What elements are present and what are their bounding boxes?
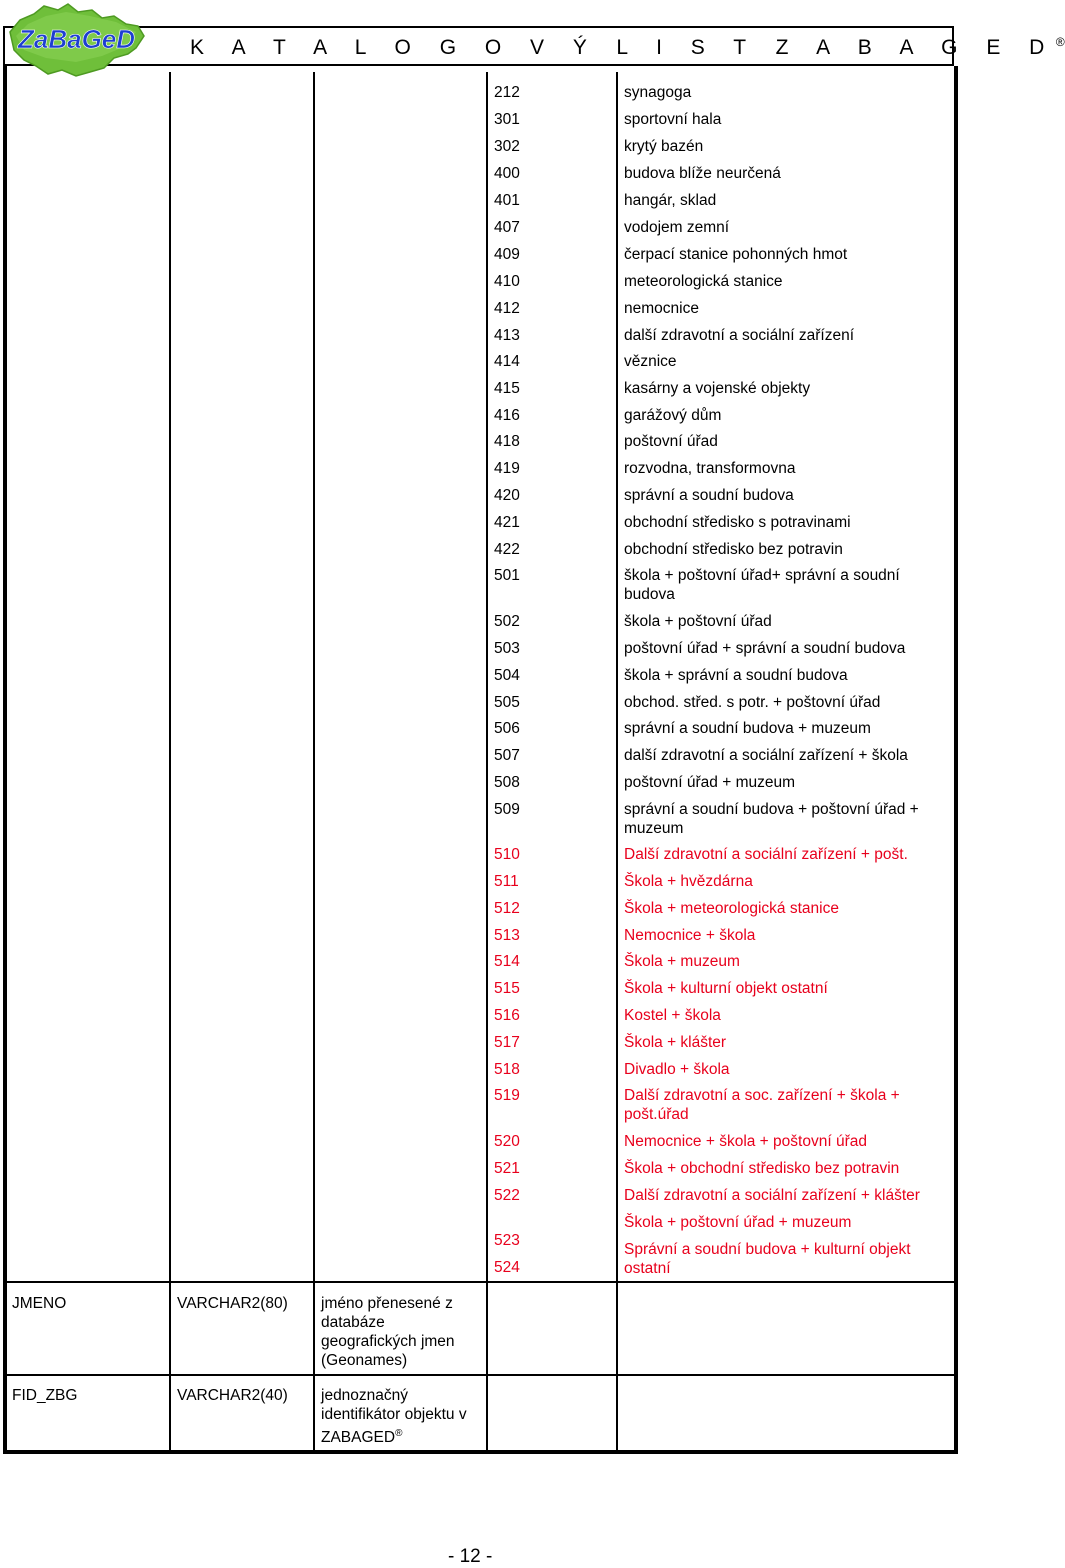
code-description: Další zdravotní a soc. zařízení + škola + pošt.úřad — [624, 1087, 900, 1123]
code-description: Škola + hvězdárna — [624, 873, 753, 890]
code-description: Divadlo + škola — [624, 1061, 730, 1078]
code-description: Další zdravotní a sociální zařízení + pošt. — [624, 846, 908, 863]
code-value: 407 — [494, 219, 520, 236]
code-description: další zdravotní a sociální zařízení + škola — [624, 747, 908, 764]
code-value: 520 — [494, 1133, 520, 1150]
code-description: obchodní středisko bez potravin — [624, 541, 843, 558]
catalog-title — [190, 35, 1065, 60]
code-description: kasárny a vojenské objekty — [624, 380, 811, 397]
code-value: 507 — [494, 747, 520, 764]
code-value: 523 — [494, 1232, 520, 1249]
attr-name-jmeno: JMENO — [12, 1295, 67, 1312]
code-value: 524 — [494, 1259, 520, 1276]
code-description: rozvodna, transformovna — [624, 460, 796, 477]
code-value: 418 — [494, 433, 520, 450]
code-value: 513 — [494, 927, 520, 944]
code-description: Škola + klášter — [624, 1034, 727, 1051]
code-description: krytý bazén — [624, 138, 704, 155]
code-value: 502 — [494, 613, 520, 630]
code-value: 414 — [494, 353, 520, 370]
attr-type-jmeno: VARCHAR2(80) — [177, 1295, 288, 1312]
code-value: 517 — [494, 1034, 520, 1051]
code-description: Další zdravotní a sociální zařízení + klášter — [624, 1187, 920, 1204]
code-description: meteorologická stanice — [624, 273, 783, 290]
code-value: 518 — [494, 1061, 520, 1078]
title-part-list: L I S T — [616, 36, 758, 59]
col-divider-4 — [616, 72, 618, 1452]
title-part-catalog: K A T A L O G O V Ý — [190, 36, 599, 59]
code-description: obchod. střed. s potr. + poštovní úřad — [624, 694, 881, 711]
code-value: 422 — [494, 541, 520, 558]
code-description: Škola + meteorologická stanice — [624, 900, 839, 917]
logo-text: ZaBaGeD — [18, 24, 136, 54]
code-description: škola + správní a soudní budova — [624, 667, 848, 684]
code-description: garážový dům — [624, 407, 722, 424]
code-value: 419 — [494, 460, 520, 477]
row-divider-2 — [5, 1374, 955, 1376]
code-description: poštovní úřad — [624, 433, 718, 450]
code-description: Nemocnice + škola + poštovní úřad — [624, 1133, 867, 1150]
attr-type-fid-zbg: VARCHAR2(40) — [177, 1387, 288, 1404]
code-description: další zdravotní a sociální zařízení — [624, 327, 855, 344]
code-description: škola + poštovní úřad — [624, 613, 772, 630]
code-value: 519 — [494, 1087, 520, 1104]
code-value: 410 — [494, 273, 520, 290]
code-value: 521 — [494, 1160, 520, 1177]
code-description: synagoga — [624, 84, 692, 101]
registered-mark: ® — [395, 1428, 403, 1439]
code-value: 508 — [494, 774, 520, 791]
code-description: správní a soudní budova + muzeum — [624, 720, 871, 737]
code-value: 511 — [494, 873, 519, 890]
code-value: 420 — [494, 487, 520, 504]
code-description: vodojem zemní — [624, 219, 730, 236]
code-value: 409 — [494, 246, 520, 263]
code-value: 302 — [494, 138, 520, 155]
code-description: Nemocnice + škola — [624, 927, 756, 944]
code-description: obchodní středisko s potravinami — [624, 514, 851, 531]
code-value: 510 — [494, 846, 520, 863]
code-description: čerpací stanice pohonných hmot — [624, 246, 848, 263]
code-description: Kostel + škola — [624, 1007, 721, 1024]
attr-name-fid-zbg: FID_ZBG — [12, 1387, 78, 1404]
code-value: 515 — [494, 980, 520, 997]
code-value: 412 — [494, 300, 520, 317]
code-description: Správní a soudní budova + kulturní objekt ostatní — [624, 1241, 911, 1277]
registered-mark: ® — [1055, 35, 1065, 49]
code-value: 413 — [494, 327, 520, 344]
code-description: správní a soudní budova + poštovní úřad + muzeum — [624, 801, 919, 837]
code-value: 505 — [494, 694, 520, 711]
code-value: 401 — [494, 192, 520, 209]
code-description: Škola + poštovní úřad + muzeum — [624, 1214, 852, 1231]
code-value: 512 — [494, 900, 520, 917]
attr-desc-fid-zbg-text: jednoznačný identifikátor objektu v ZABAGED — [321, 1387, 467, 1447]
code-description: správní a soudní budova — [624, 487, 794, 504]
code-description: Škola + obchodní středisko bez potravin — [624, 1160, 900, 1177]
attr-desc-fid-zbg — [321, 1386, 481, 1447]
code-value: 212 — [494, 84, 520, 101]
code-description: hangár, sklad — [624, 192, 717, 209]
code-value: 415 — [494, 380, 520, 397]
code-value: 400 — [494, 165, 520, 182]
title-part-zabaged: Z A B A G E D — [775, 36, 1056, 59]
code-value: 416 — [494, 407, 520, 424]
attr-desc-jmeno: jméno přenesené z databáze geografických jmen (Geonames) — [321, 1295, 455, 1369]
code-value: 301 — [494, 111, 520, 128]
code-description: sportovní hala — [624, 111, 722, 128]
code-description: budova blíže neurčená — [624, 165, 781, 182]
code-description: škola + poštovní úřad+ správní a soudní budova — [624, 567, 900, 603]
col-divider-2 — [313, 72, 315, 1452]
page-number: - 12 - — [448, 1546, 493, 1567]
col-divider-1 — [169, 72, 171, 1452]
code-value: 506 — [494, 720, 520, 737]
code-description: poštovní úřad + muzeum — [624, 774, 796, 791]
code-description: nemocnice — [624, 300, 699, 317]
code-value: 503 — [494, 640, 520, 657]
col-divider-3 — [486, 72, 488, 1452]
code-value: 514 — [494, 953, 520, 970]
code-description: poštovní úřad + správní a soudní budova — [624, 640, 906, 657]
code-value: 504 — [494, 667, 520, 684]
code-description: věznice — [624, 353, 677, 370]
code-value: 509 — [494, 801, 520, 818]
code-value: 522 — [494, 1187, 520, 1204]
code-value: 501 — [494, 567, 520, 584]
code-description: Škola + kulturní objekt ostatní — [624, 980, 828, 997]
code-description: Škola + muzeum — [624, 953, 740, 970]
code-value: 516 — [494, 1007, 520, 1024]
row-divider-1 — [5, 1281, 955, 1283]
code-value: 421 — [494, 514, 520, 531]
